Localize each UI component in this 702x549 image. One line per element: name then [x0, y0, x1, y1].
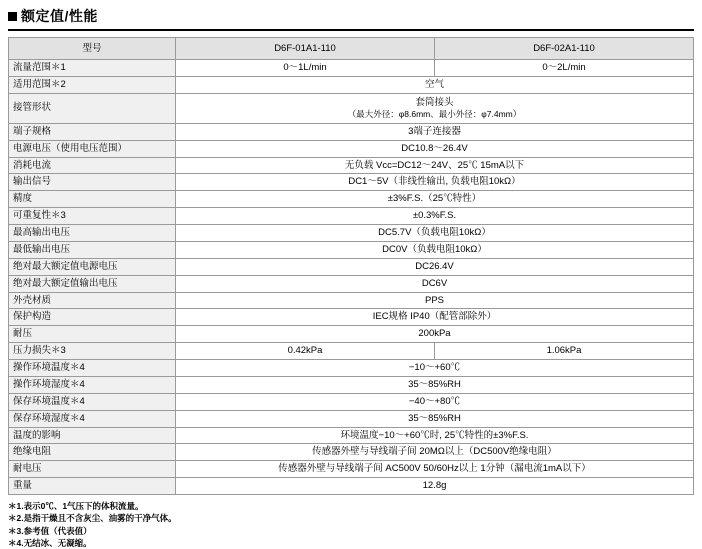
- row-value: 3端子连接器: [176, 123, 694, 140]
- row-value: PPS: [176, 292, 694, 309]
- header-label-cell: 型号: [9, 38, 176, 60]
- row-label: 保存环境温度＊4: [9, 393, 176, 410]
- row-label: 外壳材质: [9, 292, 176, 309]
- row-label: 压力损失＊3: [9, 343, 176, 360]
- table-row: [9, 309, 694, 326]
- row-value: 空气: [176, 76, 694, 93]
- table-body: [9, 60, 694, 495]
- table-row: [9, 93, 694, 123]
- row-label: 接管形状: [9, 93, 176, 123]
- row-value-1: 0.42kPa: [176, 343, 435, 360]
- row-label: 输出信号: [9, 174, 176, 191]
- specification-table: [8, 37, 694, 495]
- square-bullet-icon: [8, 12, 17, 21]
- table-row: [9, 360, 694, 377]
- row-label: 操作环境温度＊4: [9, 360, 176, 377]
- row-value: 传感器外壁与导线端子间 AC500V 50/60Hz以上 1分钟（漏电流1mA以下）: [176, 461, 694, 478]
- row-value: −10～+60℃: [176, 360, 694, 377]
- table-row: [9, 174, 694, 191]
- row-value: IEC规格 IP40（配管部除外）: [176, 309, 694, 326]
- table-row: [9, 123, 694, 140]
- row-label: 流量范围＊1: [9, 60, 176, 77]
- row-value: −40～+80℃: [176, 393, 694, 410]
- row-label: 电源电压（使用电压范围）: [9, 140, 176, 157]
- table-row: [9, 157, 694, 174]
- table-row: [9, 225, 694, 242]
- table-row: [9, 478, 694, 495]
- row-value: ±0.3%F.S.: [176, 208, 694, 225]
- row-value: DC26.4V: [176, 258, 694, 275]
- table-header-row: [9, 38, 694, 60]
- row-value: 35～85%RH: [176, 410, 694, 427]
- page-title: [8, 6, 694, 31]
- table-row: [9, 461, 694, 478]
- header-model-2: D6F-02A1-110: [435, 38, 694, 60]
- table-row: [9, 410, 694, 427]
- row-label: 最低输出电压: [9, 241, 176, 258]
- table-row: [9, 343, 694, 360]
- row-label: 保护构造: [9, 309, 176, 326]
- row-value: 35～85%RH: [176, 376, 694, 393]
- row-label: 绝缘电阻: [9, 444, 176, 461]
- table-row: [9, 393, 694, 410]
- table-row: [9, 292, 694, 309]
- table-row: [9, 427, 694, 444]
- row-value: DC1～5V（非线性输出, 负载电阻10kΩ）: [176, 174, 694, 191]
- row-value: ±3%F.S.（25℃特性）: [176, 191, 694, 208]
- table-row: [9, 241, 694, 258]
- row-value: DC10.8～26.4V: [176, 140, 694, 157]
- row-label: 消耗电流: [9, 157, 176, 174]
- table-row: [9, 140, 694, 157]
- header-model-1: D6F-01A1-110: [176, 38, 435, 60]
- table-row: [9, 444, 694, 461]
- table-row: [9, 208, 694, 225]
- row-label: 耐电压: [9, 461, 176, 478]
- row-value: DC5.7V（负载电阻10kΩ）: [176, 225, 694, 242]
- footnotes: [8, 500, 694, 549]
- row-label: 保存环境湿度＊4: [9, 410, 176, 427]
- row-label: 温度的影响: [9, 427, 176, 444]
- footnote: ＊2.是指干燥且不含灰尘、油雾的干净气体。: [8, 513, 177, 524]
- row-value: DC0V（负载电阻10kΩ）: [176, 241, 694, 258]
- table-row: [9, 76, 694, 93]
- row-label: 最高输出电压: [9, 225, 176, 242]
- table-row: [9, 191, 694, 208]
- row-value: 传感器外壁与导线端子间 20MΩ以上（DC500V绝缘电阻）: [176, 444, 694, 461]
- row-value: 套筒接头 （最大外径：φ8.6mm、最小外径：φ7.4mm）: [176, 93, 694, 123]
- footnote: ＊1.表示0℃、1气压下的体积流量。: [8, 501, 144, 511]
- row-label: 适用范围＊2: [9, 76, 176, 93]
- row-label: 重量: [9, 478, 176, 495]
- row-label: 可重复性＊3: [9, 208, 176, 225]
- row-label: 端子规格: [9, 123, 176, 140]
- row-value: 无负载 Vcc=DC12～24V、25℃ 15mA以下: [176, 157, 694, 174]
- row-label: 绝对最大额定值电源电压: [9, 258, 176, 275]
- page-title-text: 额定值/性能: [21, 8, 98, 24]
- row-label: 操作环境湿度＊4: [9, 376, 176, 393]
- table-row: [9, 60, 694, 77]
- row-value: 环境温度−10～+60℃时, 25℃特性的±3%F.S.: [176, 427, 694, 444]
- table-row: [9, 258, 694, 275]
- row-value-1: 0～1L/min: [176, 60, 435, 77]
- table-row: [9, 326, 694, 343]
- row-label: 绝对最大额定值输出电压: [9, 275, 176, 292]
- footnote: ＊3.参考值（代表值）: [8, 525, 92, 536]
- row-value: 200kPa: [176, 326, 694, 343]
- row-label: 耐压: [9, 326, 176, 343]
- row-value-2: 1.06kPa: [435, 343, 694, 360]
- footnote: ＊4.无结冰、无凝缩。: [8, 537, 92, 548]
- table-row: [9, 376, 694, 393]
- row-value: 12.8g: [176, 478, 694, 495]
- row-label: 精度: [9, 191, 176, 208]
- table-row: [9, 275, 694, 292]
- row-value-2: 0～2L/min: [435, 60, 694, 77]
- row-value: DC6V: [176, 275, 694, 292]
